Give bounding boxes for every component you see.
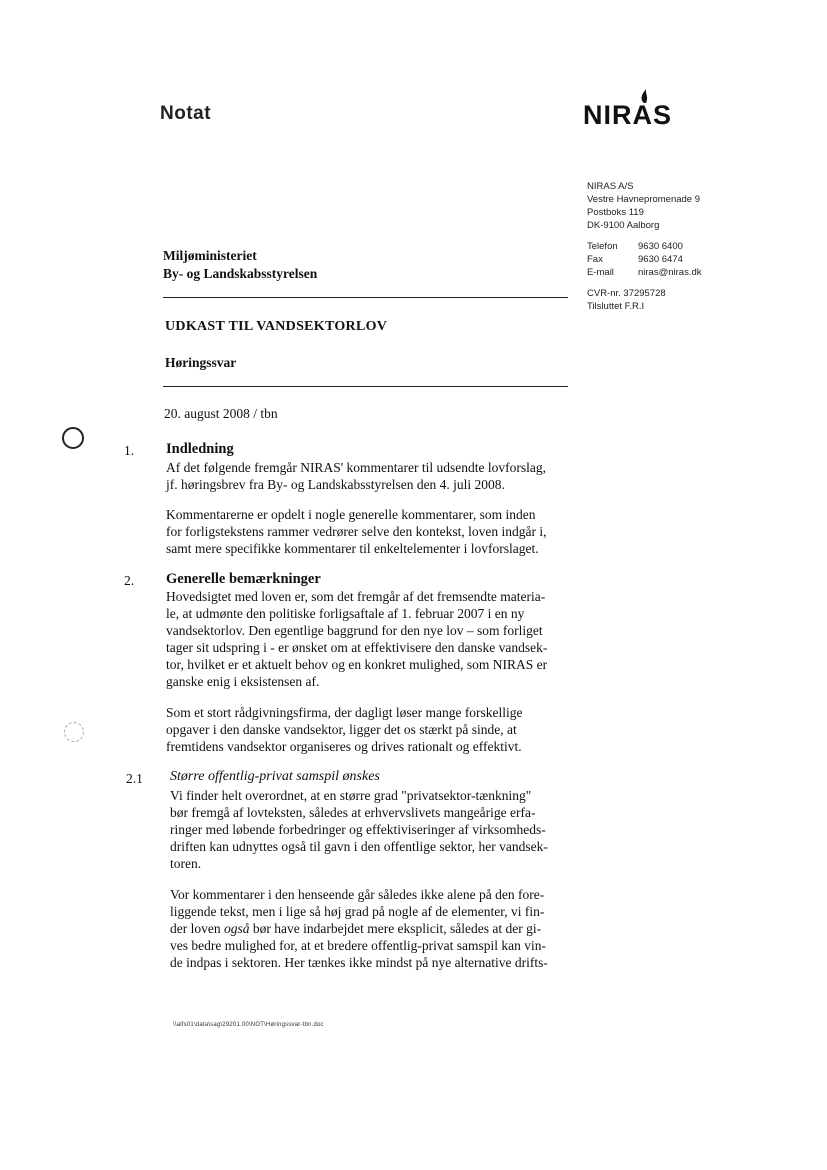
text-line: Hovedsigtet med loven er, som det fremgår af det fremsendte materia- <box>166 589 546 604</box>
text-line: bør fremgå af lovteksten, således at erhvervslivets mangeårige erfa- <box>170 805 536 820</box>
section-heading: Større offentlig-privat samspil ønskes <box>170 769 380 784</box>
text-line <box>170 920 578 937</box>
date-line: 20. august 2008 / tbn <box>164 406 278 421</box>
company-street: Vestre Havnepromenade 9 <box>587 194 701 205</box>
recipient-line2: By- og Landskabsstyrelsen <box>163 266 318 281</box>
text-line: for forligstekstens rammer vedrører selve den kontekst, loven indgår i, <box>166 524 547 539</box>
contact-label: Telefon <box>587 241 618 252</box>
contact-value: niras@niras.dk <box>638 267 702 278</box>
punch-hole-mark <box>62 427 84 449</box>
company-affiliation: Tilsluttet F.R.I <box>587 301 645 312</box>
text-line: Vi finder helt overordnet, at en større grad "privatsektor-tænkning" <box>170 788 532 803</box>
document-title: UDKAST TIL VANDSEKTORLOV <box>165 319 388 334</box>
text-line: ganske enig i eksistensen af. <box>166 674 320 689</box>
contact-label: E-mail <box>587 267 614 278</box>
logo-text: NIRAS <box>583 100 673 130</box>
document-subtitle: Høringssvar <box>165 355 237 370</box>
company-pobox: Postboks 119 <box>587 207 644 218</box>
niras-logo <box>583 88 715 132</box>
paragraph <box>166 459 576 493</box>
section-heading: Indledning <box>166 441 234 457</box>
text-line: vandsektorlov. Den egentlige baggrund for den nye lov – som forliget <box>166 623 543 638</box>
text-line: Kommentarerne er opdelt i nogle generelle kommentarer, som inden <box>166 507 536 522</box>
contact-value: 9630 6474 <box>638 254 683 265</box>
paragraph <box>166 704 576 755</box>
divider-bottom <box>163 386 568 387</box>
footer-file-path: \\alfs01\data\sag\29201.00\NOT\Høringssvar-tbn.doc <box>173 1022 324 1028</box>
text-line: le, at udmønte den politiske forligsaftale af 1. februar 2007 i en ny <box>166 606 525 621</box>
contact-row-email <box>587 266 747 279</box>
paragraph <box>166 588 576 690</box>
company-name: NIRAS A/S <box>587 181 634 192</box>
contact-value: 9630 6400 <box>638 241 683 252</box>
punch-hole-mark-faint <box>64 722 84 742</box>
divider-top <box>163 297 568 298</box>
notat-title: Notat <box>160 103 212 124</box>
text-line: ringer med løbende forbedringer og effektiviseringer af virksomheds- <box>170 822 546 837</box>
company-cvr: CVR-nr. 37295728 <box>587 288 666 299</box>
text-run: der loven <box>170 921 224 936</box>
section-number: 1. <box>124 443 135 458</box>
text-line: samt mere specifikke kommentarer til enkeltelementer i lovforslaget. <box>166 541 539 556</box>
contact-row-fax <box>587 253 747 266</box>
recipient-line1: Miljøministeriet <box>163 248 257 263</box>
company-city: DK-9100 Aalborg <box>587 220 660 231</box>
contact-label: Fax <box>587 254 603 265</box>
paragraph <box>170 787 578 872</box>
section-heading: Generelle bemærkninger <box>166 571 321 587</box>
text-line: tager sit udspring i - er ønsket om at effektivisere den danske vandsek- <box>166 640 548 655</box>
text-line: liggende tekst, men i lige så høj grad på nogle af de elementer, vi fin- <box>170 904 545 919</box>
emphasis-text: også <box>223 921 250 936</box>
contact-row-phone <box>587 240 747 253</box>
text-line: de indpas i sektoren. Her tænkes ikke mindst på nye alternative drifts- <box>170 955 548 970</box>
text-line: driften kan udnyttes også til gavn i den offentlige sektor, her vandsek- <box>170 839 548 854</box>
paragraph <box>170 886 578 971</box>
section-number: 2. <box>124 573 135 588</box>
text-line: Som et stort rådgivningsfirma, der dagligt løser mange forskellige <box>166 705 523 720</box>
text-line: ves bedre mulighed for, at et bredere offentlig-privat samspil kan vin- <box>170 938 546 953</box>
text-line: opgaver i den danske vandsektor, ligger det os stærkt på sinde, at <box>166 722 517 737</box>
text-run: bør have indarbejdet mere eksplicit, således at der gi- <box>249 921 542 936</box>
text-line: jf. høringsbrev fra By- og Landskabsstyrelsen den 4. juli 2008. <box>166 477 505 492</box>
text-line: toren. <box>170 856 202 871</box>
paragraph <box>166 506 576 557</box>
company-address-block <box>587 180 747 313</box>
text-line: Vor kommentarer i den henseende går således ikke alene på den fore- <box>170 887 545 902</box>
text-line: tor, hvilket er et aktuelt behov og en konkret mulighed, som NIRAS er <box>166 657 548 672</box>
text-line: fremtidens vandsektor organiseres og drives rationalt og effektivt. <box>166 739 522 754</box>
text-line: Af det følgende fremgår NIRAS' kommentarer til udsendte lovforslag, <box>166 460 546 475</box>
recipient-block <box>163 247 317 283</box>
section-number: 2.1 <box>126 771 143 786</box>
